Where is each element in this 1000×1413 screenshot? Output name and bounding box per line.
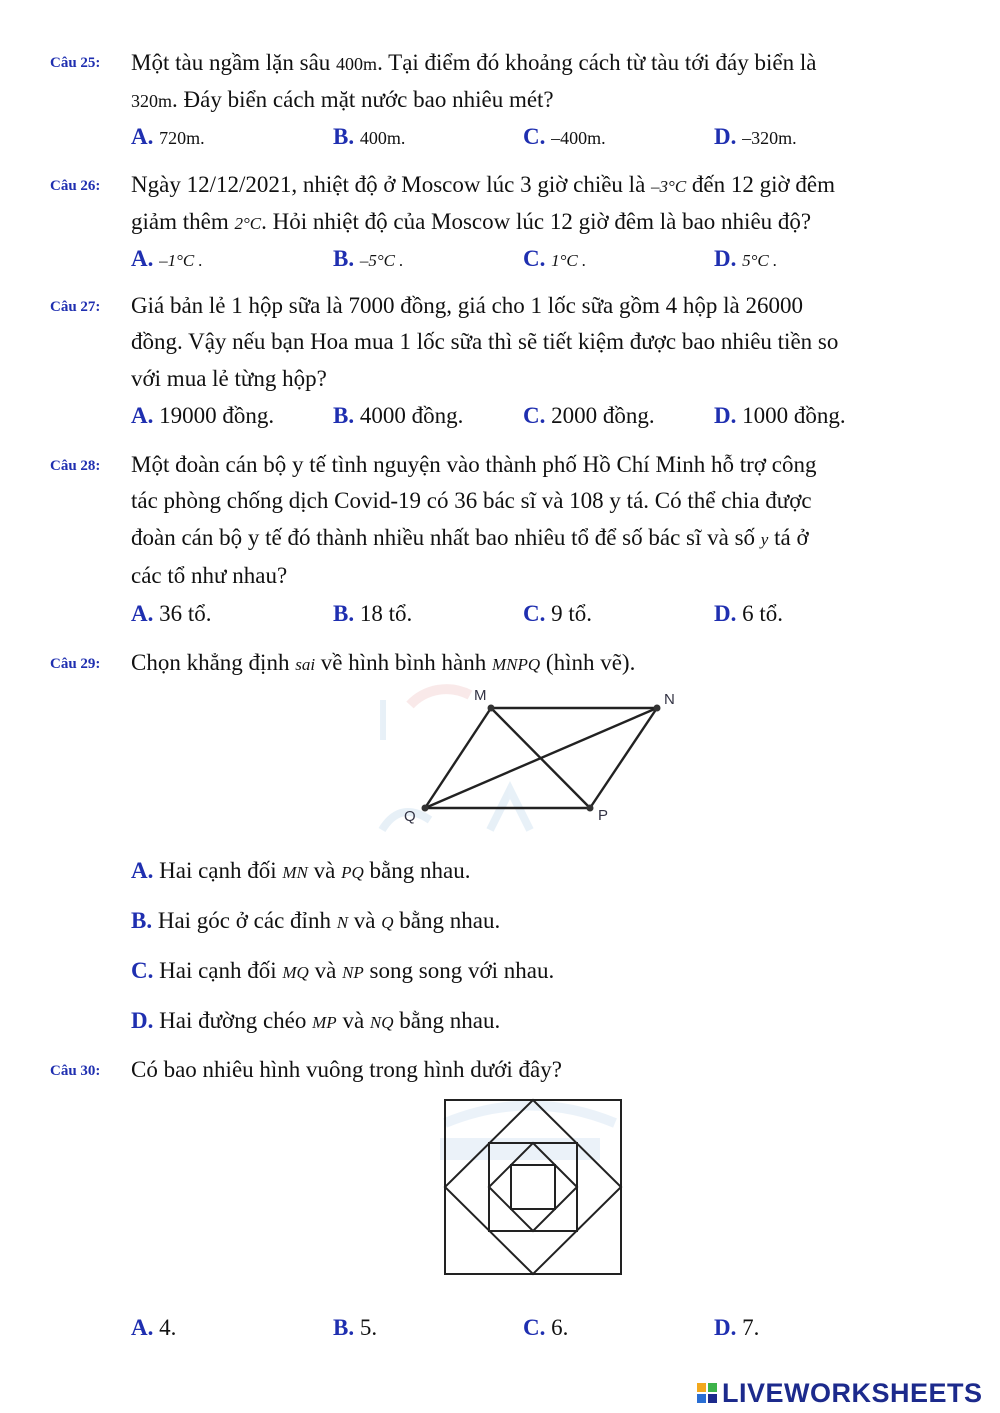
question-28-text-line1: Một đoàn cán bộ y tế tình nguyện vào thành phố Hồ Chí Minh hỗ trợ công: [131, 452, 817, 477]
q30-option-c[interactable]: C. 6.: [523, 1315, 569, 1340]
q28-option-c[interactable]: C. 9 tổ.: [523, 601, 593, 626]
question-25-label: Câu 25:: [50, 55, 101, 71]
q27-option-a[interactable]: A. 19000 đồng.: [131, 403, 275, 428]
question-30-text-line1: Có bao nhiêu hình vuông trong hình dưới đây?: [131, 1057, 562, 1082]
q26-option-b[interactable]: B. –5°C .: [333, 246, 404, 271]
vertex-m-label: M: [474, 687, 487, 704]
q29-option-a[interactable]: A. Hai cạnh đối MN và PQ bằng nhau.: [131, 858, 471, 883]
square-outer: [445, 1100, 621, 1274]
question-26-label: Câu 26:: [50, 178, 101, 194]
question-25-text-line1: Một tàu ngầm lặn sâu 400m. Tại điểm đó khoảng cách từ tàu tới đáy biển là: [131, 50, 817, 75]
question-28-label: Câu 28:: [50, 458, 101, 474]
question-28-text-line3: đoàn cán bộ y tế đó thành nhiều nhất bao nhiêu tổ để số bác sĩ và số y tá ở: [131, 525, 809, 550]
q29-option-d[interactable]: D. Hai đường chéo MP và NQ bằng nhau.: [131, 1008, 501, 1033]
question-27-text-line2: đồng. Vậy nếu bạn Hoa mua 1 lốc sữa thì sẽ tiết kiệm được bao nhiêu tiền so: [131, 329, 839, 354]
q25-option-a[interactable]: A. 720m.: [131, 124, 205, 149]
square-diamond-large: [445, 1100, 621, 1274]
vertex-q-label: Q: [404, 808, 416, 825]
question-27-text-line1: Giá bản lẻ 1 hộp sữa là 7000 đồng, giá cho 1 lốc sữa gồm 4 hộp là 26000: [131, 293, 804, 318]
nested-squares-figure: [440, 1098, 626, 1278]
q25-option-d[interactable]: D. –320m.: [714, 124, 797, 149]
q27-option-c[interactable]: C. 2000 đồng.: [523, 403, 655, 428]
liveworksheets-logo-icon: [697, 1383, 717, 1403]
question-27-text-line3: với mua lẻ từng hộp?: [131, 366, 327, 391]
parallelogram-figure: [370, 680, 700, 840]
q28-option-b[interactable]: B. 18 tổ.: [333, 601, 413, 626]
question-29-label: Câu 29:: [50, 656, 101, 672]
question-28-text-line2: tác phòng chống dịch Covid-19 có 36 bác sĩ và 108 y tá. Có thể chia được: [131, 488, 812, 513]
q25-option-c[interactable]: C. –400m.: [523, 124, 606, 149]
vertex-p-label: P: [598, 807, 609, 824]
question-25-text-line2: 320m. Đáy biển cách mặt nước bao nhiêu mét?: [131, 87, 554, 112]
watermark-logo-2: [440, 1106, 615, 1161]
q30-option-b[interactable]: B. 5.: [333, 1315, 378, 1340]
liveworksheets-brand[interactable]: LIVEWORKSHEETS: [722, 1378, 983, 1408]
question-29-text-line1: Chọn khẳng định sai về hình bình hành MNPQ (hình vẽ).: [131, 650, 636, 675]
q26-option-c[interactable]: C. 1°C .: [523, 246, 587, 271]
question-26-text-line2: giảm thêm 2°C. Hỏi nhiệt độ của Moscow lúc 12 giờ đêm là bao nhiêu độ?: [131, 209, 812, 234]
q28-option-a[interactable]: A. 36 tổ.: [131, 601, 212, 626]
question-27-label: Câu 27:: [50, 299, 101, 315]
q27-option-b[interactable]: B. 4000 đồng.: [333, 403, 464, 428]
question-28-text-line4: các tổ như nhau?: [131, 563, 288, 588]
q30-option-d[interactable]: D. 7.: [714, 1315, 760, 1340]
question-26-text-line1: Ngày 12/12/2021, nhiệt độ ở Moscow lúc 3 giờ chiều là –3°C đến 12 giờ đêm: [131, 172, 836, 197]
q27-option-d[interactable]: D. 1000 đồng.: [714, 403, 846, 428]
q28-option-d[interactable]: D. 6 tổ.: [714, 601, 784, 626]
q26-option-d[interactable]: D. 5°C .: [714, 246, 778, 271]
q30-option-a[interactable]: A. 4.: [131, 1315, 177, 1340]
q29-option-b[interactable]: B. Hai góc ở các đỉnh N và Q bằng nhau.: [131, 908, 501, 933]
square-inner: [511, 1165, 555, 1209]
question-30-label: Câu 30:: [50, 1063, 101, 1079]
q29-option-c[interactable]: C. Hai cạnh đối MQ và NP song song với nhau.: [131, 958, 555, 983]
q26-option-a[interactable]: A. –1°C .: [131, 246, 203, 271]
vertex-n-label: N: [664, 691, 675, 708]
q25-option-b[interactable]: B. 400m.: [333, 124, 406, 149]
